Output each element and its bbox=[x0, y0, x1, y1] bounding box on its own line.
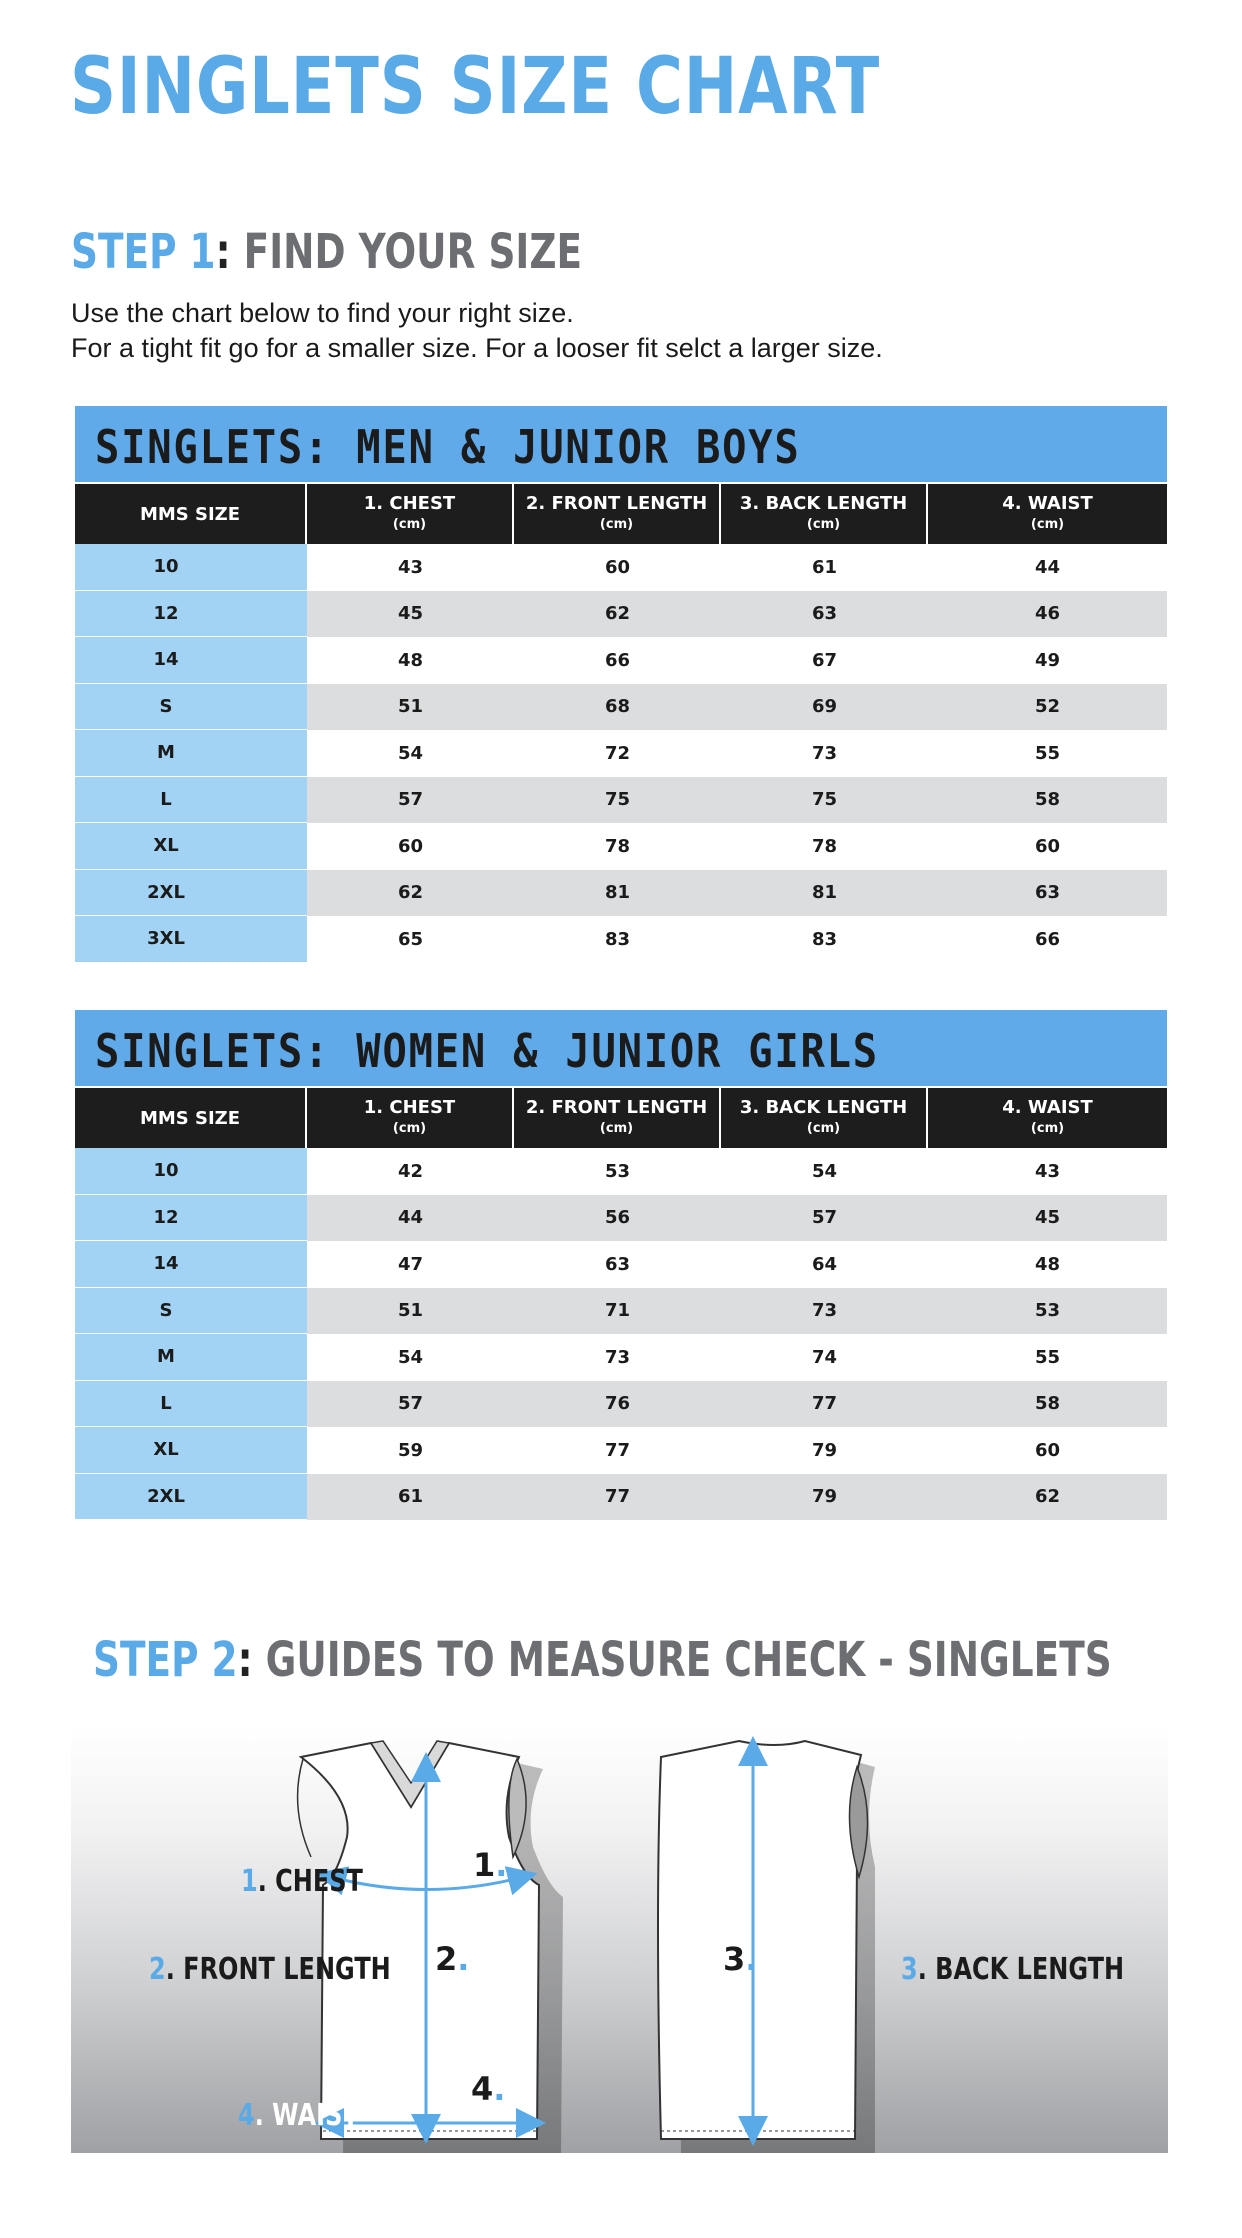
size-cell: S bbox=[75, 684, 307, 731]
measurement-cell: 62 bbox=[514, 591, 721, 638]
measurement-cell: 47 bbox=[307, 1241, 514, 1288]
table-row bbox=[75, 1195, 1167, 1242]
table-row bbox=[75, 1474, 1167, 1521]
measurement-cell: 63 bbox=[514, 1241, 721, 1288]
women-table-header-cell bbox=[514, 1088, 721, 1148]
measurement-cell: 57 bbox=[307, 1381, 514, 1428]
women-table-header-cell bbox=[75, 1088, 307, 1148]
measurement-cell: 73 bbox=[514, 1334, 721, 1381]
women-table-banner bbox=[75, 1010, 1167, 1086]
size-cell: 2XL bbox=[75, 870, 307, 917]
step2-heading bbox=[93, 1632, 1112, 1688]
measurement-cell: 63 bbox=[721, 591, 928, 638]
measurement-cell: 48 bbox=[928, 1241, 1167, 1288]
measurement-cell: 76 bbox=[514, 1381, 721, 1428]
measurement-cell: 66 bbox=[928, 916, 1167, 963]
size-cell: 2XL bbox=[75, 1474, 307, 1521]
measurement-cell: 68 bbox=[514, 684, 721, 731]
women-table-body bbox=[75, 1148, 1167, 1520]
header-unit: (cm) bbox=[599, 517, 634, 532]
measurement-cell: 77 bbox=[721, 1381, 928, 1428]
measurement-cell: 45 bbox=[307, 591, 514, 638]
measurement-cell: 72 bbox=[514, 730, 721, 777]
header-label: 1. CHEST bbox=[363, 493, 456, 514]
header-label: 4. WAIST bbox=[1002, 1097, 1093, 1118]
back-length-label: 3. BACK LENGTH bbox=[901, 1952, 1125, 1987]
measurement-cell: 74 bbox=[721, 1334, 928, 1381]
men-table-header-cell bbox=[721, 484, 928, 544]
measurement-cell: 73 bbox=[721, 730, 928, 777]
intro-line-2: For a tight fit go for a smaller size. For a looser fit selct a larger size. bbox=[71, 333, 883, 363]
measurement-cell: 49 bbox=[928, 637, 1167, 684]
size-cell: 14 bbox=[75, 637, 307, 684]
header-label: 3. BACK LENGTH bbox=[739, 493, 908, 514]
step2-colon: : bbox=[237, 1632, 253, 1688]
measurement-cell: 43 bbox=[928, 1148, 1167, 1195]
men-table-header-cell bbox=[928, 484, 1167, 544]
table-row bbox=[75, 637, 1167, 684]
header-label: 3. BACK LENGTH bbox=[739, 1097, 908, 1118]
women-size-table bbox=[75, 1010, 1167, 1520]
women-table-header-cell bbox=[307, 1088, 514, 1148]
measurement-cell: 58 bbox=[928, 777, 1167, 824]
measurement-cell: 78 bbox=[721, 823, 928, 870]
size-cell: L bbox=[75, 777, 307, 824]
measurement-cell: 59 bbox=[307, 1427, 514, 1474]
intro-line-1: Use the chart below to find your right size. bbox=[71, 298, 574, 328]
size-cell: 12 bbox=[75, 591, 307, 638]
waist-label: 4. WAIST bbox=[238, 2098, 359, 2133]
size-cell: 10 bbox=[75, 1148, 307, 1195]
measurement-cell: 62 bbox=[307, 870, 514, 917]
men-table-banner bbox=[75, 406, 1167, 482]
front-length-label: 2. FRONT LENGTH bbox=[149, 1952, 391, 1987]
size-cell: S bbox=[75, 1288, 307, 1335]
table-row bbox=[75, 730, 1167, 777]
women-table-header-cell bbox=[721, 1088, 928, 1148]
measurement-cell: 61 bbox=[721, 544, 928, 591]
measurement-cell: 66 bbox=[514, 637, 721, 684]
step1-heading bbox=[71, 224, 583, 280]
header-label: MMS SIZE bbox=[139, 503, 241, 525]
measurement-cell: 53 bbox=[928, 1288, 1167, 1335]
measurement-cell: 64 bbox=[721, 1241, 928, 1288]
measurement-cell: 60 bbox=[928, 1427, 1167, 1474]
men-size-table bbox=[75, 406, 1167, 963]
measurement-cell: 81 bbox=[514, 870, 721, 917]
men-table-title: SINGLETS: MEN & JUNIOR BOYS bbox=[95, 420, 801, 474]
measurement-cell: 62 bbox=[928, 1474, 1167, 1521]
women-table-header-cell bbox=[928, 1088, 1167, 1148]
measurement-cell: 71 bbox=[514, 1288, 721, 1335]
step2-number: STEP 2 bbox=[93, 1632, 238, 1688]
size-cell: L bbox=[75, 1381, 307, 1428]
measurement-cell: 73 bbox=[721, 1288, 928, 1335]
measurement-cell: 43 bbox=[307, 544, 514, 591]
size-cell: 14 bbox=[75, 1241, 307, 1288]
step1-number: STEP 1 bbox=[71, 224, 216, 280]
measure-guide-panel bbox=[71, 1727, 1168, 2153]
table-row bbox=[75, 1427, 1167, 1474]
page-title: SINGLETS SIZE CHART bbox=[70, 42, 881, 132]
measurement-cell: 60 bbox=[307, 823, 514, 870]
men-table-header-cell bbox=[75, 484, 307, 544]
waist-marker: 4. bbox=[471, 2070, 506, 2108]
table-row bbox=[75, 1288, 1167, 1335]
measurement-cell: 79 bbox=[721, 1474, 928, 1521]
men-table-header bbox=[75, 482, 1167, 544]
front-length-marker: 2. bbox=[435, 1940, 470, 1978]
measurement-cell: 65 bbox=[307, 916, 514, 963]
table-row bbox=[75, 916, 1167, 963]
women-table-title: SINGLETS: WOMEN & JUNIOR GIRLS bbox=[95, 1024, 879, 1078]
table-row bbox=[75, 591, 1167, 638]
header-label: 1. CHEST bbox=[363, 1097, 456, 1118]
header-unit: (cm) bbox=[599, 1121, 634, 1136]
table-row bbox=[75, 1148, 1167, 1195]
header-label: 4. WAIST bbox=[1002, 493, 1093, 514]
size-cell: 10 bbox=[75, 544, 307, 591]
singlet-illustration bbox=[71, 1727, 1168, 2153]
chest-label: 1. CHEST bbox=[241, 1864, 363, 1899]
measurement-cell: 54 bbox=[721, 1148, 928, 1195]
table-row bbox=[75, 684, 1167, 731]
size-cell: 3XL bbox=[75, 916, 307, 963]
measurement-cell: 83 bbox=[514, 916, 721, 963]
measurement-cell: 55 bbox=[928, 730, 1167, 777]
men-table-body bbox=[75, 544, 1167, 963]
header-unit: (cm) bbox=[392, 1121, 427, 1136]
measurement-cell: 51 bbox=[307, 1288, 514, 1335]
step1-colon: : bbox=[215, 224, 231, 280]
measurement-cell: 63 bbox=[928, 870, 1167, 917]
step2-title: GUIDES TO MEASURE CHECK - SINGLETS bbox=[252, 1632, 1112, 1688]
measurement-cell: 77 bbox=[514, 1427, 721, 1474]
header-unit: (cm) bbox=[1030, 1121, 1065, 1136]
front-left-armhole bbox=[298, 1759, 311, 1857]
measurement-cell: 55 bbox=[928, 1334, 1167, 1381]
measurement-cell: 51 bbox=[307, 684, 514, 731]
header-label: 2. FRONT LENGTH bbox=[525, 1097, 708, 1118]
header-unit: (cm) bbox=[392, 517, 427, 532]
measurement-cell: 46 bbox=[928, 591, 1167, 638]
measurement-cell: 79 bbox=[721, 1427, 928, 1474]
measurement-cell: 78 bbox=[514, 823, 721, 870]
intro-text bbox=[71, 296, 883, 366]
measurement-cell: 52 bbox=[928, 684, 1167, 731]
men-table-header-cell bbox=[514, 484, 721, 544]
back-singlet bbox=[658, 1741, 861, 2139]
measurement-cell: 60 bbox=[514, 544, 721, 591]
table-row bbox=[75, 870, 1167, 917]
measurement-cell: 44 bbox=[928, 544, 1167, 591]
measurement-cell: 53 bbox=[514, 1148, 721, 1195]
table-row bbox=[75, 1334, 1167, 1381]
measurement-cell: 75 bbox=[721, 777, 928, 824]
size-cell: M bbox=[75, 1334, 307, 1381]
measurement-cell: 60 bbox=[928, 823, 1167, 870]
measurement-cell: 81 bbox=[721, 870, 928, 917]
measurement-cell: 69 bbox=[721, 684, 928, 731]
measurement-cell: 58 bbox=[928, 1381, 1167, 1428]
size-cell: M bbox=[75, 730, 307, 777]
step1-title: FIND YOUR SIZE bbox=[230, 224, 583, 280]
measurement-cell: 75 bbox=[514, 777, 721, 824]
size-cell: XL bbox=[75, 823, 307, 870]
chest-marker: 1. bbox=[473, 1846, 508, 1884]
measurement-cell: 45 bbox=[928, 1195, 1167, 1242]
measurement-cell: 61 bbox=[307, 1474, 514, 1521]
header-label: 2. FRONT LENGTH bbox=[525, 493, 708, 514]
measurement-cell: 56 bbox=[514, 1195, 721, 1242]
table-row bbox=[75, 544, 1167, 591]
measurement-cell: 48 bbox=[307, 637, 514, 684]
back-length-marker: 3. bbox=[723, 1940, 758, 1978]
measurement-cell: 57 bbox=[721, 1195, 928, 1242]
header-unit: (cm) bbox=[806, 517, 841, 532]
measurement-cell: 54 bbox=[307, 1334, 514, 1381]
women-table-header bbox=[75, 1086, 1167, 1148]
measurement-cell: 83 bbox=[721, 916, 928, 963]
table-row bbox=[75, 1381, 1167, 1428]
measurement-cell: 44 bbox=[307, 1195, 514, 1242]
measurement-cell: 57 bbox=[307, 777, 514, 824]
size-cell: 12 bbox=[75, 1195, 307, 1242]
measurement-cell: 77 bbox=[514, 1474, 721, 1521]
table-row bbox=[75, 823, 1167, 870]
table-row bbox=[75, 777, 1167, 824]
measurement-cell: 67 bbox=[721, 637, 928, 684]
measurement-cell: 42 bbox=[307, 1148, 514, 1195]
table-row bbox=[75, 1241, 1167, 1288]
men-table-header-cell bbox=[307, 484, 514, 544]
header-unit: (cm) bbox=[1030, 517, 1065, 532]
header-label: MMS SIZE bbox=[139, 1107, 241, 1129]
measurement-cell: 54 bbox=[307, 730, 514, 777]
header-unit: (cm) bbox=[806, 1121, 841, 1136]
size-cell: XL bbox=[75, 1427, 307, 1474]
